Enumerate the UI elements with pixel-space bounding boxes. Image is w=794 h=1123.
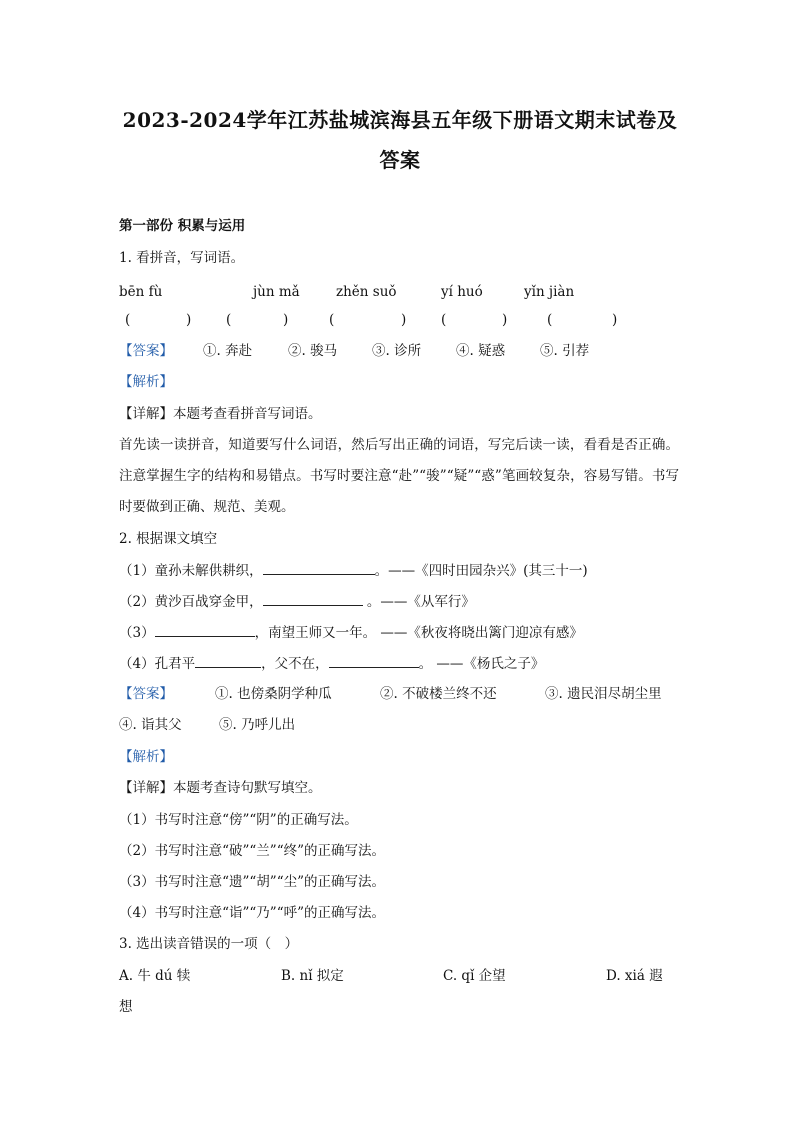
q1-explanation: 首先读一读拼音，知道要写什么词语，然后写出正确的词语，写完后读一读，看看是否正确。注意掌握生字的结构和易错点。书写时要注意“赴”“骏”“疑”“惑”笔画较复杂，容易写错。书写时要做到正确、规范、美观。 bbox=[119, 437, 679, 515]
fill-blank-1[interactable] bbox=[263, 560, 375, 575]
q3-option-a[interactable]: A. 牛 dú 犊 bbox=[119, 968, 191, 984]
q2-item-3-label: （3） bbox=[119, 625, 155, 641]
section-heading: 第一部份 积累与运用 bbox=[119, 218, 246, 234]
q2-item-4-mid: ，父不在， bbox=[261, 656, 329, 672]
q2-stem: 2. 根据课文填空 bbox=[119, 531, 218, 547]
q1-answer-4: ④. 疑惑 bbox=[456, 343, 506, 359]
q1-paren-open-2: ( bbox=[226, 312, 232, 328]
q2-detail-text: 本题考查诗句默写填空。 bbox=[173, 780, 322, 796]
q2-note-4: （4）书写时注意“诣”“乃”“呼”的正确写法。 bbox=[119, 905, 385, 921]
q2-detail-tag: 【详解】 bbox=[119, 780, 173, 796]
q1-pinyin-3: zhěn suǒ bbox=[336, 284, 397, 300]
q3-option-d[interactable]: D. xiá 遐 bbox=[606, 968, 663, 984]
q2-note-1: （1）书写时注意“傍”“阴”的正确写法。 bbox=[119, 812, 358, 828]
q2-item-3 bbox=[119, 622, 583, 643]
q3-option-d-wrap: 想 bbox=[119, 999, 133, 1015]
q2-item-4-source: 。 ——《杨氏之子》 bbox=[418, 656, 545, 672]
title-line-2: 答案 bbox=[379, 148, 421, 172]
q1-paren-close-2: ) bbox=[283, 312, 289, 328]
q1-pinyin-5: yǐn jiàn bbox=[524, 284, 575, 300]
q1-detail-text: 本题考查看拼音写词语。 bbox=[173, 406, 322, 422]
q2-answer-tag: 【答案】 bbox=[119, 686, 173, 702]
q2-answer-4: ④. 诣其父 bbox=[119, 717, 182, 733]
q1-analysis-tag: 【解析】 bbox=[119, 374, 173, 390]
q2-answer-3: ③. 遗民泪尽胡尘里 bbox=[545, 686, 662, 702]
q1-answer-3: ③. 诊所 bbox=[372, 343, 422, 359]
q1-pinyin-4: yí huó bbox=[441, 284, 483, 300]
q1-paren-open-3: ( bbox=[329, 312, 335, 328]
q2-item-1-source: 。——《四时田园杂兴》(其三十一) bbox=[374, 563, 588, 579]
q2-item-2-text: （2）黄沙百战穿金甲， bbox=[119, 594, 263, 610]
q1-answer-1: ①. 奔赴 bbox=[203, 343, 253, 359]
q2-item-2 bbox=[119, 591, 475, 612]
fill-blank-4[interactable] bbox=[195, 653, 261, 668]
fill-blank-2[interactable] bbox=[263, 591, 363, 606]
q2-note-2: （2）书写时注意“破”“兰”“终”的正确写法。 bbox=[119, 843, 385, 859]
q1-paren-open-5: ( bbox=[547, 312, 553, 328]
q2-analysis-tag: 【解析】 bbox=[119, 749, 173, 765]
q2-item-4-text: （4）孔君平 bbox=[119, 656, 196, 672]
q1-answer-2: ②. 骏马 bbox=[288, 343, 338, 359]
q2-item-3-text: ，南望王师又一年。 ——《秋夜将晓出篱门迎凉有感》 bbox=[254, 625, 583, 641]
q1-paren-close-5: ) bbox=[612, 312, 618, 328]
page-title bbox=[110, 100, 690, 180]
q1-paren-close-4: ) bbox=[502, 312, 508, 328]
q1-detail-tag: 【详解】 bbox=[119, 406, 173, 422]
q1-detail bbox=[119, 404, 322, 424]
q3-option-c[interactable]: C. qǐ 企望 bbox=[443, 968, 506, 984]
q2-answer-5: ⑤. 乃呼儿出 bbox=[219, 717, 296, 733]
q2-answer-2: ②. 不破楼兰终不还 bbox=[380, 686, 497, 702]
q1-answer-5: ⑤. 引荐 bbox=[540, 343, 590, 359]
title-line-1: 2023-2024学年江苏盐城滨海县五年级下册语文期末试卷及 bbox=[122, 108, 678, 132]
q3-option-b[interactable]: B. nǐ 拟定 bbox=[281, 968, 344, 984]
q1-paren-open-4: ( bbox=[441, 312, 447, 328]
q3-stem: 3. 选出读音错误的一项（ ） bbox=[119, 936, 299, 952]
q2-item-2-source: 。——《从军行》 bbox=[362, 594, 475, 610]
q2-detail bbox=[119, 778, 322, 798]
q2-item-1-text: （1）童孙未解供耕织， bbox=[119, 563, 263, 579]
q1-pinyin-1: bēn fù bbox=[119, 284, 163, 300]
q2-note-3: （3）书写时注意“遗”“胡”“尘”的正确写法。 bbox=[119, 874, 385, 890]
q1-paren-open-1: ( bbox=[125, 312, 131, 328]
q2-answer-1: ①. 也傍桑阴学种瓜 bbox=[215, 686, 332, 702]
q1-paren-close-1: ) bbox=[186, 312, 192, 328]
q2-item-1 bbox=[119, 560, 588, 581]
fill-blank-3[interactable] bbox=[155, 622, 255, 637]
fill-blank-5[interactable] bbox=[329, 653, 419, 668]
q1-pinyin-2: jùn mǎ bbox=[253, 284, 300, 300]
q2-item-4 bbox=[119, 653, 544, 674]
q1-stem: 1. 看拼音，写词语。 bbox=[119, 250, 245, 266]
q1-answer-tag: 【答案】 bbox=[119, 343, 173, 359]
q1-paren-close-3: ) bbox=[401, 312, 407, 328]
